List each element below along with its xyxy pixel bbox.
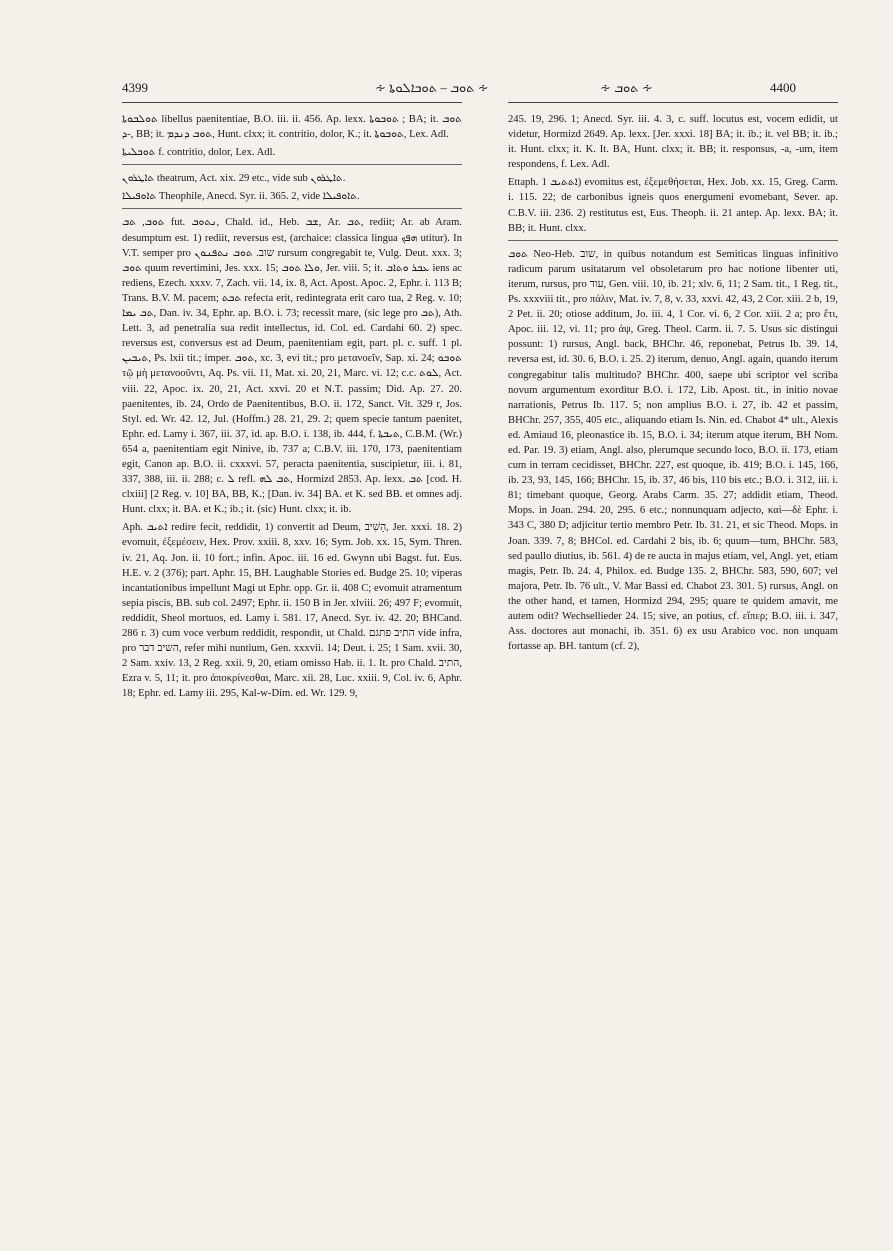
entry-divider	[508, 240, 838, 241]
right-page-number: 4400	[770, 80, 796, 95]
right-header-rule	[508, 102, 838, 103]
left-page-number: 4399	[122, 80, 148, 95]
entry-tub: ܬܘܒ, ܬܒ fut. ܢܬܘܒ, Chald. id., Heb. ܫܒ, Ar. ܬܒ, rediit; Ar. ab Aram. desumptum est. 1) rediit, reversus est, (archaice: classica lingua ܗܦܟ utitur). In V.T. semper pro שוב. ܬܘܒ ܢܬܦܢܘܢ rursum congregabit te, Vulg. Deut. xxx. 3; ܬܘܒ quum revertimini, Jes. xxx. 15; ܘܠܐ ܬܘܒ, Jer. viii. 5; it. ܥܒܪ ܘܬܐܒ iens ac rediens, Ezech. xxxv. 7, Zach. vii. 14, ix. 8, Act. Apost. Apoc. 2, Ephr. i. 113 B; Trans. B.V. M. pacem; ܬܒܬ refecta erit, redintegrata erit caro tua, 2 Reg. v. 10; ܬܒ ܝܡܐ, Dan. iv. 34, Ephr. ap. B.O. i. 73; recessit mare, (sic lege pro ܬܒ), Ath. Lett. 3, ad penetralia sua redit intellectus, id. Col. ed. Cardahi 60. 2) spec. reversus est, conversus est ad Deum, paenitentiam egit, part. pl. c. suff. 1 pl. ܬܝܒܝܢ, Ps. lxii tit.; imper. ܬܘܒ, xc. 3, evi tit.; pro μετανοεῖν, Sap. xi. 24; ܬܘܒܘ τῷ μὴ μετανοοῦντι, Aq. Ps. vii. 11, Mat. xi. 20, 21, Marc. vi. 12; c.c. ܠܘܬ, Act. viii. 22, Apoc. ix. 20, 21, Act. xxvi. 20 et N.T. passim; Did. Ap. 27. 20. paenitentes, ib. 24, Ordo de Paenitentibus, B.O. ii. 172, Sanct. Vit. 329 r, Jos. Styl. ed. Wr. 42. 12, Jul. (Hoffm.) 28. 21, 29. 2; quem specie tantum paenitet, Ephr. ed. Lamy i. 367, iii. 37, id. ap. B.O. i. 138, ib. 444, f. ܬܝܒܬܐ, C.B.M. (Wr.) 654 a, paenitentiam egit Ninive, ib. 737 a; C.B.V. iii. 170, 173, paenitentiam egit, Canon ap. B.O. ii. cxxxvi. 57, peracta paenitentia, suscipietur, iii. i. 81, 337, 388, iii. ii. 288; c. ܠ refl. ܬܒ ܠܗ, Hormizd 2853. Ap. lexx. ܬܒ [cod. H. clxiii] [2 Reg. v. 10] BA, BB, K.; [Dan. iv. 34] BA. et K. sed BB. et omnes adj. Hunt. clxx; it. BA. et K.; ib.; it. (sic) Hunt. clxx; it. ib.	[122, 217, 462, 516]
entry-paenitentiae: ܬܘܠܒܘܬܐ libellus paenitentiae, B.O. iii. ii. 456. Ap. lexx. ܬܘܒܘܬܐ ; BA; it. ܬܘܒ ܕ‑, BB; it. ܬܘܒ ܕܢܕܡ, Hunt. clxx; it. contritio, dolor, K.; it. ܬܘܒܘܬܐ, Lex. Adl.	[122, 114, 462, 141]
entry-theatrum: ܬܐܛܪܘܢ theatrum, Act. xix. 29 etc., vide sub ܬܐܛܪܘܢ.	[122, 173, 346, 185]
right-column	[508, 112, 838, 1217]
entry-theophile: ܬܐܘܦܝܠܐ Theophile, Anecd. Syr. ii. 365. 2, vide ܬܐܘܦܝܠܐ.	[122, 191, 360, 203]
entry-divider	[122, 164, 462, 165]
entry-continuation: 245. 19, 296. 1; Anecd. Syr. iii. 4. 3, c. suff. locutus est, vocem edidit, ut videtur, Hormizd 2649. Ap. lexx. [Jer. xxxi. 18] BA; it. ib.; it. vel BB; it. ib.; it. Hunt. clxx; it. K. It. BA, Hunt. clxx; it. BB; it. responsus, -a, -um, item respondens, f. Lex. Adl.	[508, 114, 838, 171]
left-running-head: ∻ ܬܘܒ – ܬܘܒܐܠܘܬܐ ∻	[375, 80, 489, 95]
left-header-rule	[122, 102, 462, 103]
entry-ettaphal: Ettaph. ܐܬܬܝܒ 1) evomitus est, ἐξεμεθήσεται, Hex. Job. xx. 15, Greg. Carm. i. 115. 22; de carbonibus igneis quos energumeni evomebant, Sever. ap. C.B.V. iii. 236. 2) restitutus est, Eus. Theoph. ii. 21 antep. Ap. lexx. BA; it. BB; it. Hunt. clxx.	[508, 177, 838, 234]
left-column	[122, 112, 462, 1217]
entry-aphel: Aph. ܐܬܝܒ redire fecit, reddidit, 1) convertit ad Deum, הֵשִׁיב, Jer. xxxi. 18. 2) evomuit, ἐξεμέσειν, Hex. Prov. xxiii. 8, xxv. 16; Sym. Job. xx. 15, Sym. Thren. iv. 21, Aq. Jon. ii. 10 fort.; infin. Apoc. iii. 16 ed. Gwynn ubi Bagst. fut. Eus. H.E. v. 2 (376); part. Aphr. 15, BH. Laughable Stories ed. Budge 25. 10; viperas incantationibus impellunt Magi ut Ephr. opp. Gr. ii. 408 C; evomuit atramentum sepia piscis, BB. sub col. 2497; Ephr. ii. 150 B in Jer. xlviii. 26; 497 F; evomuit, reddidit, Sheol mortuos, ed. Lamy i. 581. 17, Anecd. Syr. iv. 42. 20; BHCand. 286 r. 3) cum voce verbum reddidit, respondit, ut Chald. התיב פתגם vide infra, pro השיב דבר, refer mihi nuntium, Gen. xxxvii. 14; Deut. i. 25; 1 Sam. xvii. 30, 2 Sam. xxiv. 13, 2 Reg. xxii. 9, 20, etiam omisso Hab. ii. 1. It. pro Chald. התיב, Ezra v. 5, 11; it. pro ἀποκρίνεσθαι, Marc. xii. 28, Luc. xxiii. 9, Col. iv. 6, Aphr. 18; Ephr. ed. Lamy iii. 295, Kal‑w‑Dim. ed. Wr. 129. 9,	[122, 522, 462, 700]
right-running-head: ∻ ܬܘܒ ∻	[600, 80, 653, 95]
entry-divider	[122, 208, 462, 209]
entry-contritio: ܬܘܒܠܝܬܐ f. contritio, dolor, Lex. Adl.	[122, 147, 276, 159]
entry-tub-adverb: ܬܘܒ Neo‑Heb. שוב, in quibus notandum est Semiticas linguas infinitivo radicum parum usitatarum vel obsoletarum pro hac notione libenter uti, iterum, rursus, pro עוד, Gen. viii. 10, ib. 21; xlv. 6, 11; 2 Sam. tit., 1 Reg. tit., Ps. xxxviii tit., pro πάλιν, Mat. iv. 7, 8, v. 33, xxvi. 42, 43, 2 Cor. xiii. 2 b, 19, 2 Pet. ii. 20; otiose additum, Jo. iii. 4, 1 Cor. vi. 6, 2 Cor. xiii. 2 a; pro ἔτι, Apoc. iii. 12, vi. 11; pro ἀψ, Greg. Theol. Carm. ii. 7. 5. Usus sic distingui possunt: 1) rursus, Angl. back, BHChr. 46, reponebat, Petrus Ib. 39. 14, reversa est, id. 30. 6, B.O. i. 25. 2) iterum, denuo, Angl. again, quando iterum congregabitur talis multitudo? BHChr. 400, saepe ubi scriptor vel scriba novum argumentum exorditur B.O. i. 172, Lib. Apost. tit., in initio novae narrationis, Petrus Ib. 117. 5; non amplius B.O. i. 27, ib. 42 et passim, BHChr. 257, 355, 405 etc., aliquando etiam Is. Nin. ed. Chabot 4* ult., Alexis ed. Amiaud 16, pleonastice ib. 15, B.O. i. 34; iterum atque iterum, BH Nom. ed. Par. 19. 3) etiam, Angl. also, plerumque secundo loco, B.O. ii. 173, etiam cum in terram cecidisset, BHChr. 227, est quoque, ib. 419; B.O. i. 145, 166, ib. 23, 93, 145, 166; BHChr. 15, ib. 37, 46 bis, 110 bis etc.; B.O. i. 312, iii. i. 81; timebant quoque, Georg. Arabs Carm. 35. 27; addidit etiam, Theod. Mops. in Joan. 294. 20, 295. 6 etc.; nonnunquam adjecto, καὶ—δὲ Ephr. i. 343 C, 380 D; adjicitur tertio membro Petr. Ib. 31. 21, et sic Theod. Mops. in Joan. 339. 7, 8; BHCol. ed. Cardahi 2 bis, ib. 6; quum—tum, BHChr. 583, sed paullo diutius, ib. 561. 4) de re aucta in majus etiam, vel, Angl. yet, etiam magis, Petr. Ib. 24. 4, Philox. ed. Budge 135. 2, BHChr. 583, 590, 607; vel majora, Petr. Ib. 76 ult., V. Mar Bassi ed. Chabot 23. 301. 5) rursus, Angl. on the other hand, et tamen, Hormizd 294, 295; quare te quidem amavit, me autem odit? Wechsellieder 24. 15; sive, an potius, cf. εἴπερ; B.O. iii. i. 347, Ass. doctores aut monachi, ib. 351. 6) ex usu Arabico voc. non unquam fortasse ap. BH. tantum (cf. 2),	[508, 248, 838, 653]
